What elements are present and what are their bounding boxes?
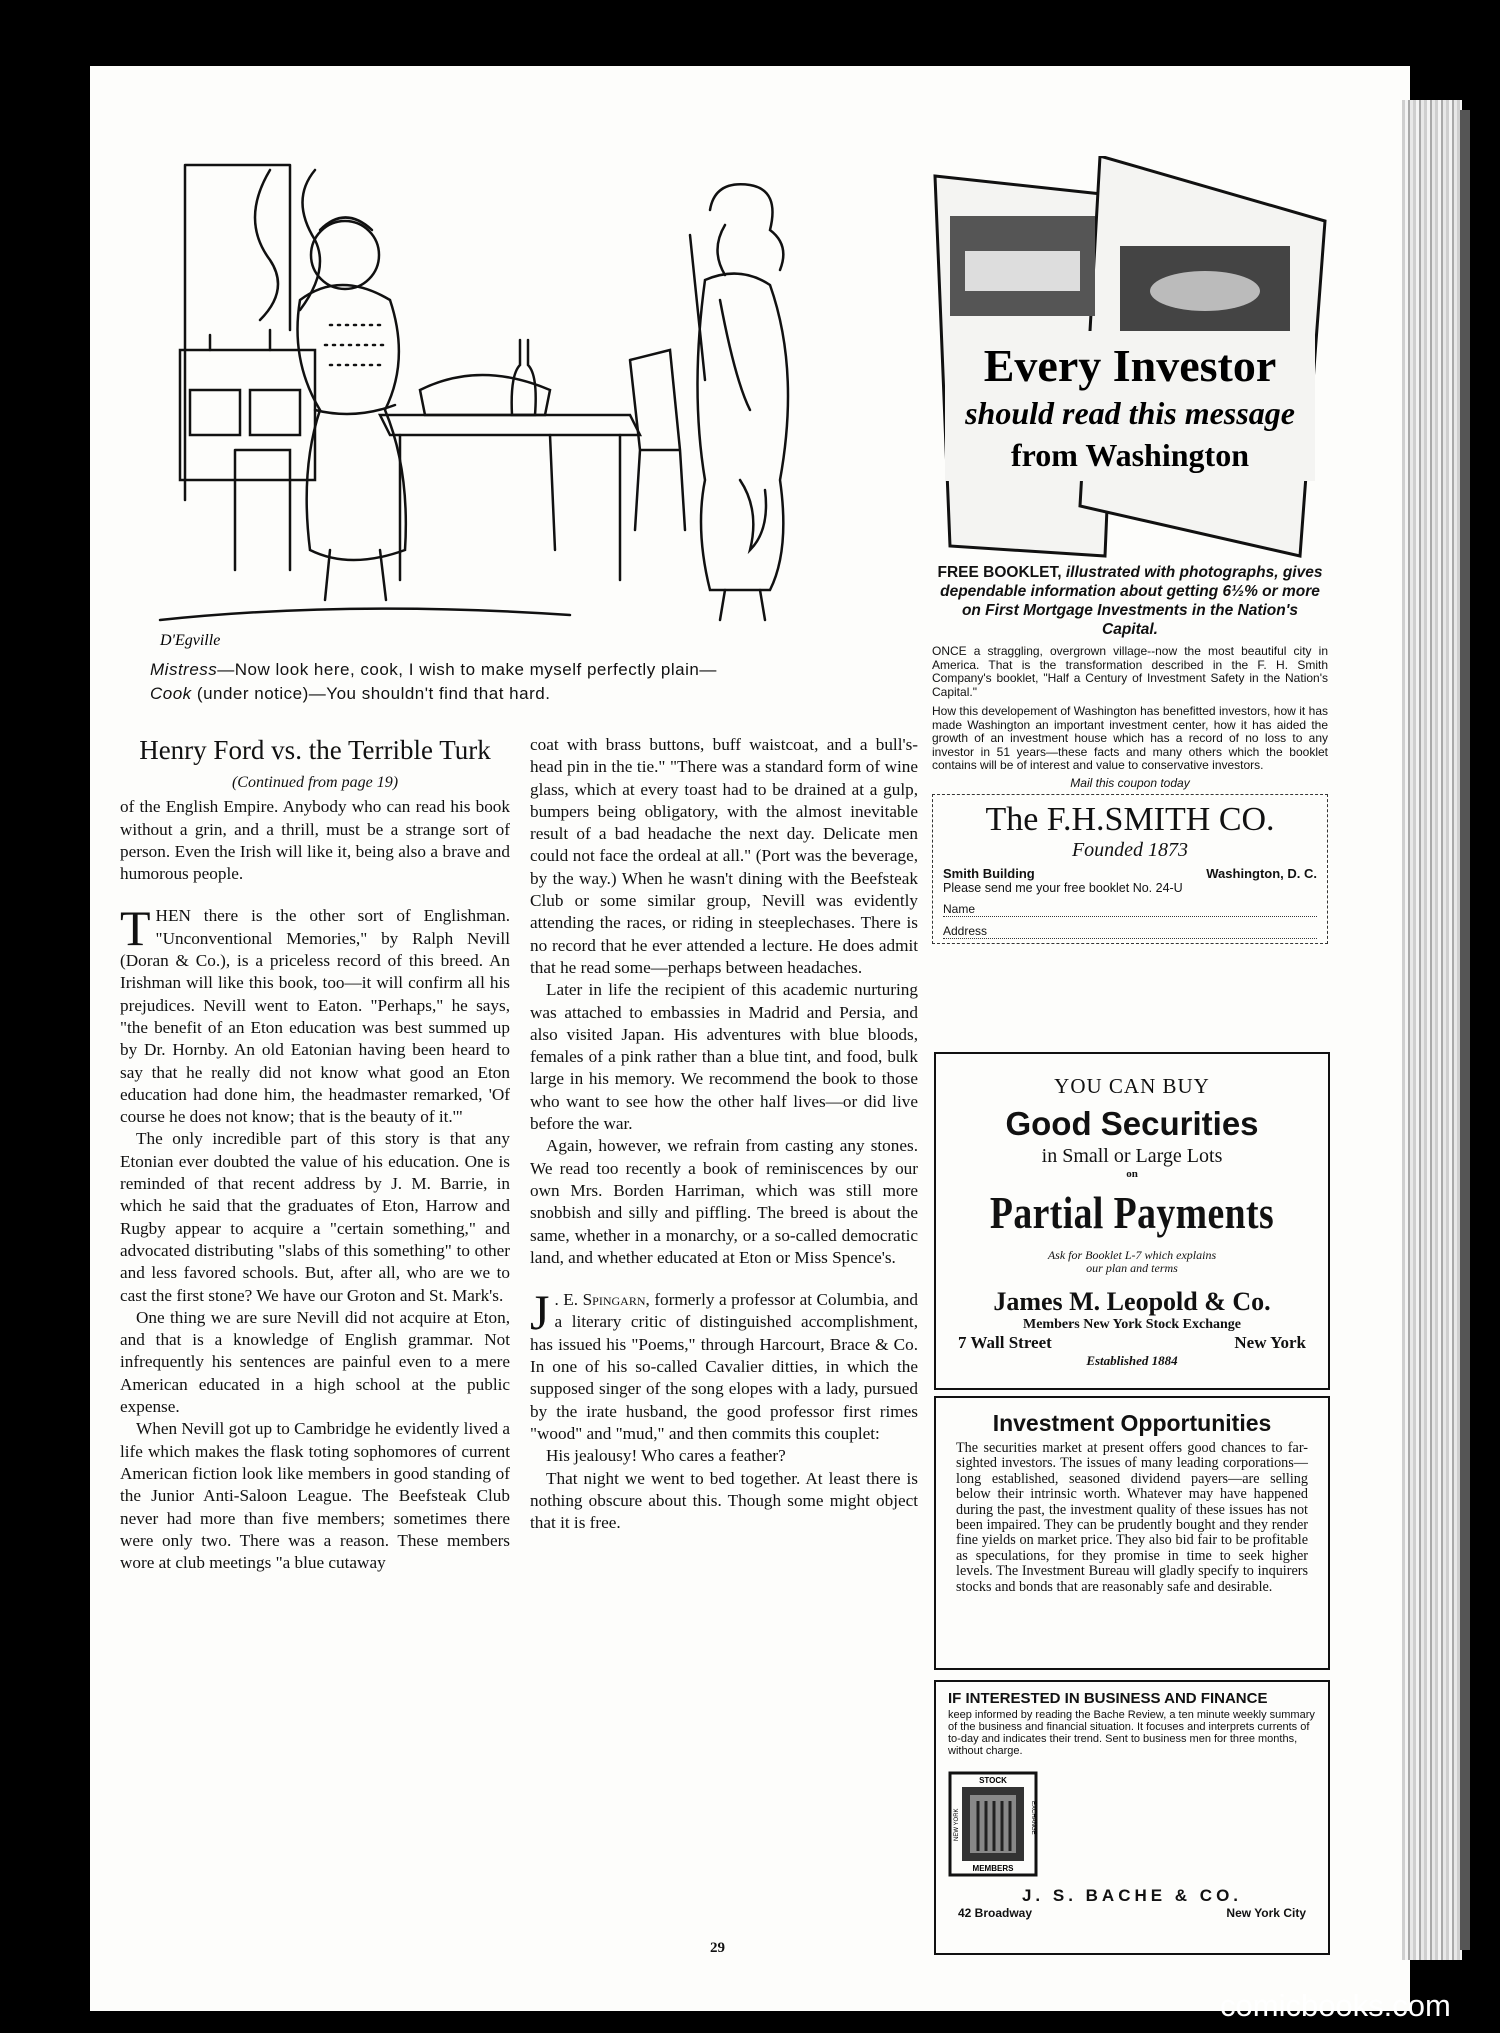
ad-headline: Partial Payments — [989, 1187, 1275, 1238]
verse-line: His jealousy! Who cares a feather? — [546, 1446, 786, 1466]
ad-line: YOU CAN BUY — [1054, 1074, 1210, 1098]
exchange-membership: Members New York Stock Exchange — [1022, 1317, 1241, 1332]
booklet-note: Ask for Booklet L-7 which explains — [1047, 1248, 1217, 1262]
free-booklet-label: FREE BOOKLET, — [937, 564, 1062, 581]
spine-edge — [1460, 110, 1470, 1950]
small-caps-lead: . E. Spingarn — [554, 1290, 646, 1310]
investment-opportunities-box — [934, 1396, 1330, 1670]
seal-right: EXCHANGE — [1030, 1801, 1036, 1835]
article-paragraph: Again, however, we refrain from casting any stones. We read too recently a book of reminiscences by our own Mrs. Borden Harriman, which was still more snobbish and silly and piffling. The breed is about the same, whether in a monarchy, or a so-called democratic land, and whether educated at Eton or Miss Spence's. — [530, 1136, 918, 1267]
mail-coupon-line: Mail this coupon today — [1070, 775, 1190, 790]
cartoon-signature: D'Egville — [160, 632, 221, 649]
article-paragraph: The only incredible part of this story is that any Etonian ever doubted the value of his education. One is reminded of that recent address by J. M. Barrie, in which he said that the graduates of Eton, Harrow and Rugby appear to acquire a "certain something," and advocated distributing "slabs of this something" to other and less favored schools. But, after all, who are we to cast the first stone? We have our Groton and St. Mark's. — [120, 1129, 510, 1305]
caption-line-2: (under notice)—You shouldn't find that hard. — [191, 684, 551, 703]
firm-street: 42 Broadway — [958, 1906, 1033, 1920]
ad-line: on — [1126, 1168, 1138, 1180]
paragraph-text: , formerly a professor at Columbia, and a literary critic of distinguished accomplishment, has issued his "Poems," through Harcourt, Brace & Co. In one of his so-called Cavalier ditties, in which the supposed singer of the song elopes with a lady, pursued by the irate husband, the good professor first rimes "wood" and "mud," and then commits this couplet: — [530, 1290, 918, 1443]
article-column-2 — [530, 734, 918, 1534]
firm-city: New York City — [1226, 1906, 1306, 1920]
smith-ad-text — [932, 563, 1328, 944]
firm-city: New York — [1234, 1333, 1306, 1352]
small-caps-lead: HEN — [155, 906, 191, 926]
ad-line: in Small or Large Lots — [1041, 1145, 1223, 1167]
caption-line-1: —Now look here, cook, I wish to make myself perfectly plain— — [217, 660, 717, 679]
article-paragraph — [120, 900, 510, 1128]
booklet-note: our plan and terms — [1086, 1261, 1178, 1275]
established-year: Established 1884 — [1086, 1353, 1178, 1368]
article-column-1 — [120, 734, 510, 1574]
article-paragraph: When Nevill got up to Cambridge he evidently lived a life which makes the flask toting sophomores of current American fiction look like members in good standing of the Junior Anti-Saloon League. The Beefsteak Club never had more than five members; sometimes there were only two. There was a reason. These members wore at club meetings "a blue cutaway — [120, 1419, 510, 1573]
book-spine — [1402, 100, 1462, 1960]
article-paragraph: Later in life the recipient of this academic nurturing was attached to embassies in Madrid and Persia, and also visited Japan. His adventures with blue bloods, females of a pink rather than a blue tint, and food, bulk large in his memory. We recommend the book to those who want to see how the other half lives—or did live before the war. — [530, 980, 918, 1134]
article-paragraph: One thing we are sure Nevill did not acquire at Eton, and that is a knowledge of English grammar. Not infrequently his sentences are painful even to a mere American educated in a high school at the public expense. — [120, 1307, 510, 1417]
article-paragraph — [530, 1284, 918, 1445]
smith-ad-body-1: ONCE a straggling, overgrown village--now the most beautiful city in America. That is the transformation described in the F. H. Smith Company's booklet, "Half a Century of Investment Safety in the Nation's Capital." — [932, 644, 1328, 699]
box-body: The securities market at present offers good chances to far-sighted investors. The issues of many leading corporations—long established, seasoned dividend payers—are selling below their intrinsic worth. Whatever may have happened during the past, the investment quality of these issues has not been impaired. They can be prudently bought and they render fine yields on market price. They also bid fair to be profitable as speculations, for they promise in time to seek higher levels. The Investment Bureau will gladly specify to inquirers stocks and bonds that are reasonably safe and desirable. — [956, 1440, 1308, 1595]
banner-line-1: Every Investor — [983, 340, 1277, 391]
company-city: Washington, D. C. — [1206, 865, 1317, 881]
founded-year: Founded 1873 — [1071, 838, 1189, 861]
coupon-address-field[interactable]: Address — [943, 924, 1317, 939]
washington-photos-banner — [930, 156, 1330, 561]
cartoon-illustration — [150, 150, 910, 650]
booklet-request: Please send me your free booklet No. 24-U — [943, 880, 1183, 895]
caption-speaker-1: Mistress — [150, 660, 218, 679]
seal-bottom: MEMBERS — [972, 1864, 1014, 1873]
headline-detail: illustrated with photographs, gives dependable information about getting 6½% or more on First Mortgage Investments in the Nation's Capital. — [940, 564, 1323, 638]
smith-ad-body-2: How this developement of Washington has benefitted investors, how it has made Washington an important investment center, how it has aided the growth of an investment house which has a record of no loss to any investor in 51 years—these facts and many others which the booklet contains will be of interest and value to conservative investors. — [932, 704, 1328, 772]
stock-exchange-seal — [948, 1771, 1038, 1877]
continued-note: (Continued from page 19) — [231, 774, 399, 791]
seal-left: NEW YORK — [954, 1808, 960, 1841]
ad-title: IF INTERESTED IN BUSINESS AND FINANCE — [948, 1690, 1268, 1707]
firm-street: 7 Wall Street — [958, 1333, 1052, 1352]
leopold-ad — [934, 1052, 1330, 1390]
smith-ad-headline — [932, 563, 1328, 639]
firm-name: J. S. BACHE & CO. — [1021, 1886, 1243, 1905]
coupon-name-field[interactable]: Name — [943, 902, 1317, 917]
banner-line-3: from Washington — [1011, 437, 1249, 473]
building-name: Smith Building — [943, 865, 1035, 881]
drop-cap: T — [120, 900, 151, 957]
bache-ad — [934, 1680, 1330, 1955]
mail-coupon[interactable] — [932, 794, 1328, 944]
ad-body: keep informed by reading the Bache Review, a ten minute weekly summary of the business and financial situation. It focuses and interprets currents of to-day and indicates their trend. Sent to business men for three months, without charge. — [948, 1709, 1315, 1757]
cartoon-caption — [150, 658, 910, 706]
article-headline: Henry Ford vs. the Terrible Turk — [139, 735, 491, 765]
company-name: The F.H.SMITH CO. — [985, 800, 1275, 838]
article-paragraph: of the English Empire. Anybody who can read his book without a grin, and a thrill, must be a strange sort of person. Even the Irish will like it, being also a brave and humorous people. — [120, 797, 510, 884]
article-paragraph: That night we went to bed together. At least there is nothing obscure about this. Though some might object that it is free. — [530, 1468, 918, 1533]
firm-name: James M. Leopold & Co. — [993, 1287, 1271, 1316]
article-paragraph: coat with brass buttons, buff waistcoat, and a bull's-head pin in the tie." "There was a standard form of wine glass, which at every toast had to be drained at a gulp, bumpers being obligatory, with the almost inevitable result of a bad headache the next day. Delicate men could not face the ordeal at all." (Port was the beverage, by the way.) When he wasn't dining with the Beefsteak Club or some similar group, Nevill was evidently attending the races, or riding in steeplechases. There is no record that he ever attended a lecture. He does admit that he read some—perhaps between headaches. — [530, 735, 918, 977]
site-watermark: comicbooks.com — [1220, 1988, 1451, 2023]
banner-line-2: should read this message — [965, 395, 1295, 431]
page-number: 29 — [710, 1940, 725, 1956]
drop-cap: J — [530, 1284, 550, 1341]
paragraph-text: there is the other sort of Englishman. "Unconventional Memories," by Ralph Nevill (Doran & Co.), is a priceless record of this breed. An Irishman will like this book, too—it will confirm all his prejudices. Nevill went to Eaton. "Perhaps," he says, "the benefit of an Eton education was best summed up by Dr. Hornby. An old Eatonian having been heard to say that he really did not know what good an Eton education had done him, the headmaster remarked, 'Of course he does not know; that is the beauty of it.'" — [120, 906, 510, 1127]
ad-headline: Good Securities — [1005, 1105, 1259, 1142]
seal-top: STOCK — [979, 1776, 1007, 1785]
box-title: Investment Opportunities — [992, 1410, 1272, 1436]
caption-speaker-2: Cook — [150, 684, 192, 703]
